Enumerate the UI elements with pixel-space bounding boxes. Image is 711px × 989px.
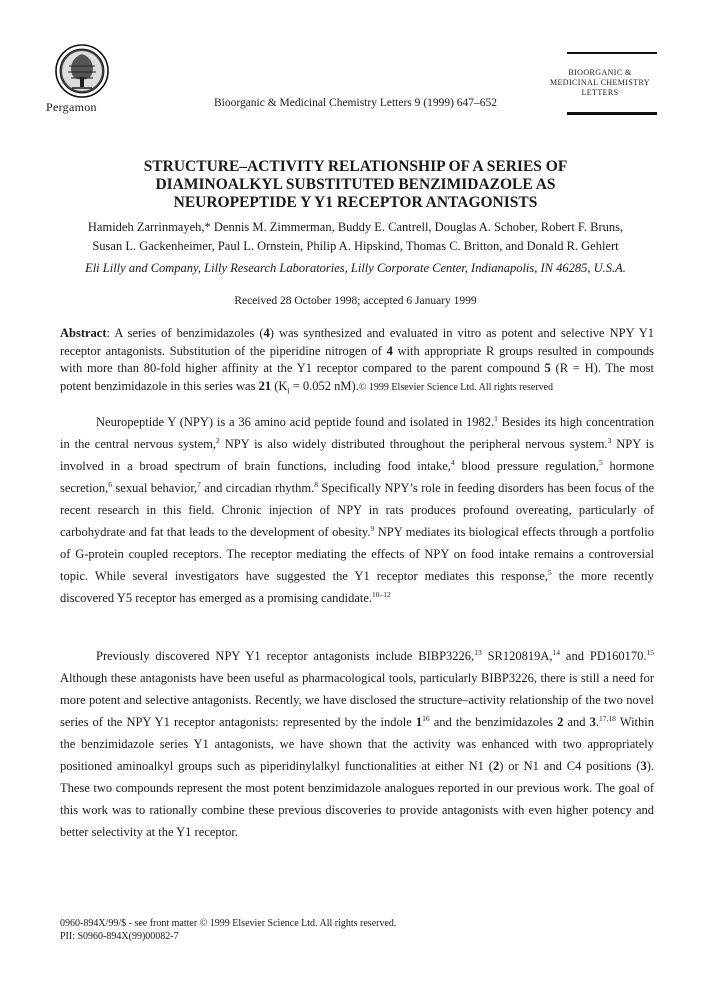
reference-mark: 15 xyxy=(646,647,654,657)
reference-mark: 4 xyxy=(450,457,455,467)
tree-emblem-icon xyxy=(55,44,109,98)
compound-ref: 4 xyxy=(263,326,270,340)
body-text: SR120819A, xyxy=(481,649,553,663)
journal-citation: Bioorganic & Medicinal Chemistry Letters 9 (1999) 647–652 xyxy=(213,97,498,109)
footer-pii: PII: S0960-894X(99)00082-7 xyxy=(60,931,179,942)
journal-brand-rule-top xyxy=(567,52,657,54)
reference-mark: 13 xyxy=(474,647,482,657)
journal-brand-line: MEDICINAL CHEMISTRY xyxy=(550,78,650,87)
body-text: sexual behavior, xyxy=(112,481,198,495)
abstract-text: ) was synthesized and evaluated in vitro as potent and selective NPY Y1 receptor antagonists. Substitution of the piperidine nitrogen of xyxy=(60,326,654,358)
body-text: and PD160170. xyxy=(560,649,647,663)
compound-ref: 2 xyxy=(492,759,500,773)
reference-mark: 16 xyxy=(422,713,430,723)
affiliation: Eli Lilly and Company, Lilly Research Laboratories, Lilly Corporate Center, Indianapolis, IN 46285, U.S.A. xyxy=(85,261,626,275)
reference-mark: 5 xyxy=(599,457,603,467)
abstract-text: : A series of benzimidazoles ( xyxy=(106,326,264,340)
body-text: ). These two compounds represent the most potent benzimidazole analogues reported in our previous work. The goal of this work was to rationally combine these previous discoveries to provide antagonists with even higher potency and better selectivity at the Y1 receptor. xyxy=(60,759,654,839)
reference-mark: 6 xyxy=(108,479,112,489)
body-text: and the benzimidazoles xyxy=(429,715,558,729)
reference-mark: 14 xyxy=(552,647,561,657)
ki-subscript: i xyxy=(287,386,290,395)
abstract-text: = 0.052 nM). xyxy=(289,378,359,393)
reference-mark: 17,18 xyxy=(599,713,616,723)
body-text: . xyxy=(595,715,600,729)
article-title xyxy=(0,158,711,212)
title-line: STRUCTURE–ACTIVITY RELATIONSHIP OF A SERIES OF xyxy=(143,158,568,175)
body-text: NPY is also widely distributed throughout the peripheral nervous system. xyxy=(219,437,608,451)
compound-ref: 5 xyxy=(544,361,551,375)
abstract-copyright: © 1999 Elsevier Science Ltd. All rights reserved xyxy=(358,381,554,393)
abstract-text: (R = H). The most potent benzimidazole in this series was xyxy=(60,361,654,393)
reference-mark: 3 xyxy=(607,435,612,445)
reference-mark: 9 xyxy=(370,523,375,533)
reference-mark: 8 xyxy=(314,479,318,489)
body-paragraph-2 xyxy=(60,645,654,843)
body-text: NPY mediates its biological effects through a portfolio of G-protein coupled receptors. The receptor mediating the effects of NPY on food intake remains a controversial topic. While several investigators have suggested the Y1 receptor mediates this response, xyxy=(60,525,655,583)
publisher-name: Pergamon xyxy=(46,100,97,114)
body-text: and circadian rhythm. xyxy=(200,481,315,495)
author-line: Susan L. Gackenheimer, Paul L. Ornstein, Philip A. Hipskind, Thomas C. Britton, and Donald R. Gehlert xyxy=(92,239,619,253)
compound-ref: 4 xyxy=(386,343,393,358)
journal-brand-line: LETTERS xyxy=(581,88,619,97)
footer-issn: 0960-894X/99/$ - see front matter © 1999 Elsevier Science Ltd. All rights reserved. xyxy=(60,918,397,929)
compound-ref: 3 xyxy=(589,715,596,729)
reference-mark: 5 xyxy=(548,567,552,577)
body-text: Previously discovered NPY Y1 receptor antagonists include BIBP3226, xyxy=(96,649,475,663)
body-text: the more recently discovered Y5 receptor has emerged as a promising candidate. xyxy=(60,569,654,605)
title-line: DIAMINOALKYL SUBSTITUTED BENZIMIDAZOLE AS xyxy=(155,176,556,193)
abstract-text: with appropriate R groups resulted in compounds with more than 80-fold higher affinity at the Y1 receptor compared to the parent compound xyxy=(60,343,654,375)
author-line: Hamideh Zarrinmayeh,* Dennis M. Zimmerman, Buddy E. Cantrell, Douglas A. Schober, Robert F. Bruns, xyxy=(87,220,624,234)
abstract-text: (K xyxy=(271,378,288,393)
page-footer xyxy=(60,917,396,943)
body-text: hormone secretion, xyxy=(60,459,654,495)
journal-brand-line: BIOORGANIC & xyxy=(568,68,632,77)
compound-ref: 2 xyxy=(557,715,564,729)
abstract-label: Abstract xyxy=(60,326,107,340)
body-paragraph-1 xyxy=(60,411,654,609)
reference-mark: 10–12 xyxy=(372,589,391,599)
body-text: Specifically NPY’s role in feeding disorders has been focus of the recent research in this field. Chronic injection of NPY in rats produces profound overeating, particularly of carbohydrate and fat that leads to the development of obesity. xyxy=(60,481,654,539)
reference-mark: 2 xyxy=(216,435,220,445)
journal-brand-rule-bottom xyxy=(567,112,657,115)
body-text: and xyxy=(563,715,590,729)
author-list xyxy=(0,218,711,256)
body-text: Besides its high concentration in the central nervous system, xyxy=(60,415,654,451)
compound-ref: 21 xyxy=(258,378,272,393)
reference-mark: 7 xyxy=(197,479,201,489)
title-line: NEUROPEPTIDE Y Y1 RECEPTOR ANTAGONISTS xyxy=(173,194,538,211)
body-text: ) or N1 and C4 positions ( xyxy=(499,759,641,773)
abstract xyxy=(60,325,654,396)
reference-mark: 1 xyxy=(494,413,498,423)
journal-brand xyxy=(535,68,665,98)
compound-ref: 1 xyxy=(415,715,423,729)
body-text: Within the benzimidazole series Y1 antagonists, we have shown that the activity was enhanced with two appropriately positioned aminoalkyl groups such as piperidinylalkyl functionalities at either N1 ( xyxy=(60,715,654,773)
body-text: NPY is involved in a broad spectrum of brain functions, including food intake, xyxy=(60,437,654,473)
compound-ref: 3 xyxy=(640,759,647,773)
body-text: Although these antagonists have been useful as pharmacological tools, particularly BIBP3226, there is still a need for more potent and selective antagonists. Recently, we have disclosed the structure–activity relationship of the two novel series of the NPY Y1 receptor antagonists: represented by the indole xyxy=(60,671,654,729)
received-dates: Received 28 October 1998; accepted 6 January 1999 xyxy=(234,295,477,307)
body-text: blood pressure regulation, xyxy=(454,459,599,473)
body-text: Neuropeptide Y (NPY) is a 36 amino acid peptide found and isolated in 1982. xyxy=(96,415,495,429)
publisher-logo-emblem xyxy=(55,44,109,98)
